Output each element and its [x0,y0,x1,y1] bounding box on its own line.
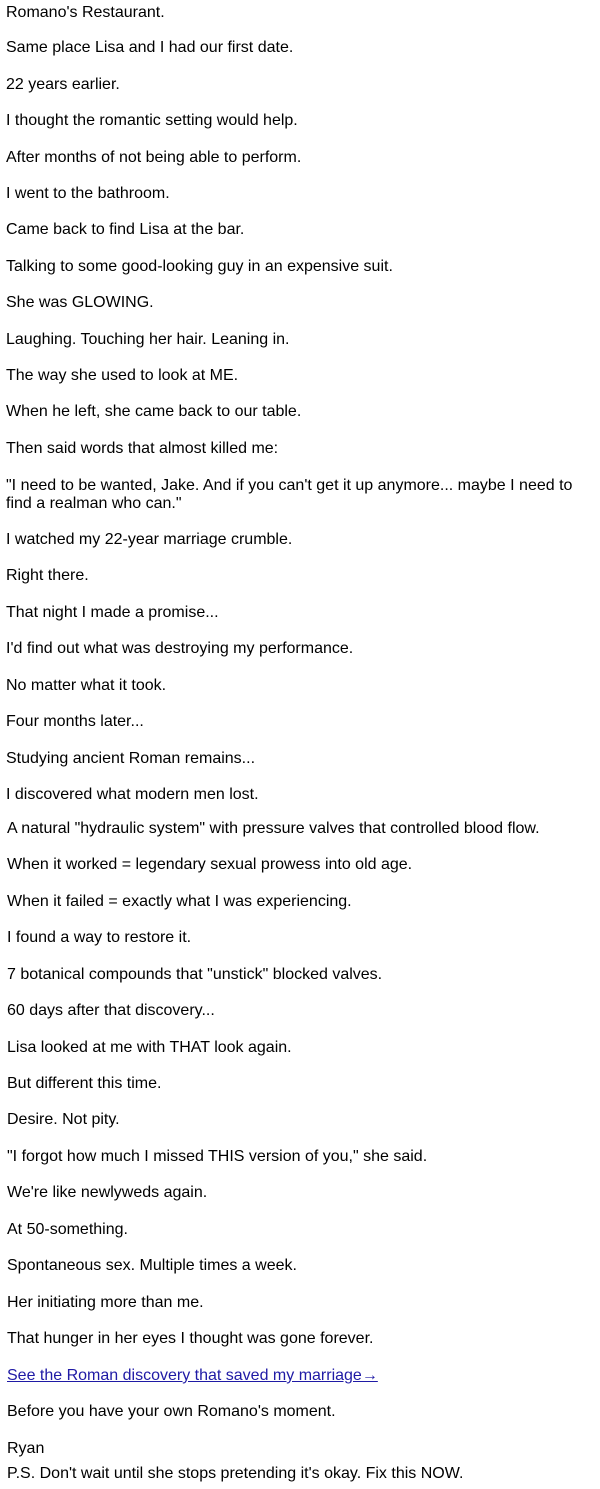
paragraph: Right there. [6,567,89,584]
paragraph: No matter what it took. [6,677,167,694]
paragraph: But different this time. [7,1075,162,1092]
paragraph: We're like newlyweds again. [7,1184,208,1201]
paragraph: A natural "hydraulic system" with pressure valves that controlled blood flow. [7,820,540,837]
paragraph: 60 days after that discovery... [7,1002,215,1019]
paragraph: Came back to find Lisa at the bar. [6,221,245,238]
paragraph: I thought the romantic setting would help. [6,112,298,129]
paragraph: She was GLOWING. [6,294,154,311]
paragraph: Same place Lisa and I had our first date. [6,39,294,56]
paragraph: 7 botanical compounds that "unstick" blocked valves. [7,966,383,983]
paragraph: Four months later... [6,713,144,730]
paragraph: Romano's Restaurant. [6,4,165,21]
closing-line: Before you have your own Romano's moment. [7,1403,336,1420]
paragraph: I went to the bathroom. [6,185,170,202]
postscript: P.S. Don't wait until she stops pretending it's okay. Fix this NOW. [7,1465,464,1482]
quote-paragraph: "I need to be wanted, Jake. And if you can't get it up anymore... maybe I need to find a realman who can." [6,477,573,512]
paragraph: Her initiating more than me. [7,1294,204,1311]
cta-paragraph [7,1367,596,1385]
signature: Ryan [7,1440,45,1457]
paragraph: When it worked = legendary sexual prowess into old age. [7,856,413,873]
paragraph: Talking to some good-looking guy in an expensive suit. [6,258,393,275]
quote-paragraph: "I forgot how much I missed THIS version of you," she said. [7,1148,428,1165]
paragraph: When it failed = exactly what I was experiencing. [7,893,352,910]
paragraph: At 50-something. [7,1221,128,1238]
paragraph: 22 years earlier. [6,76,120,93]
paragraph: Spontaneous sex. Multiple times a week. [7,1257,297,1274]
paragraph: I watched my 22-year marriage crumble. [6,531,293,548]
paragraph: That night I made a promise... [6,604,219,621]
paragraph: Then said words that almost killed me: [6,440,279,457]
paragraph: Desire. Not pity. [7,1111,120,1128]
paragraph: When he left, she came back to our table. [6,403,302,420]
cta-link[interactable]: See the Roman discovery that saved my marriage→ [7,1367,378,1384]
paragraph: Laughing. Touching her hair. Leaning in. [6,331,290,348]
paragraph: After months of not being able to perform. [6,149,302,166]
paragraph: I discovered what modern men lost. [6,786,259,803]
paragraph: Lisa looked at me with THAT look again. [7,1039,292,1056]
paragraph: Studying ancient Roman remains... [6,750,256,767]
paragraph: The way she used to look at ME. [6,367,239,384]
paragraph: That hunger in her eyes I thought was gone forever. [7,1330,374,1347]
paragraph: I found a way to restore it. [7,929,192,946]
paragraph: I'd find out what was destroying my performance. [6,640,354,657]
